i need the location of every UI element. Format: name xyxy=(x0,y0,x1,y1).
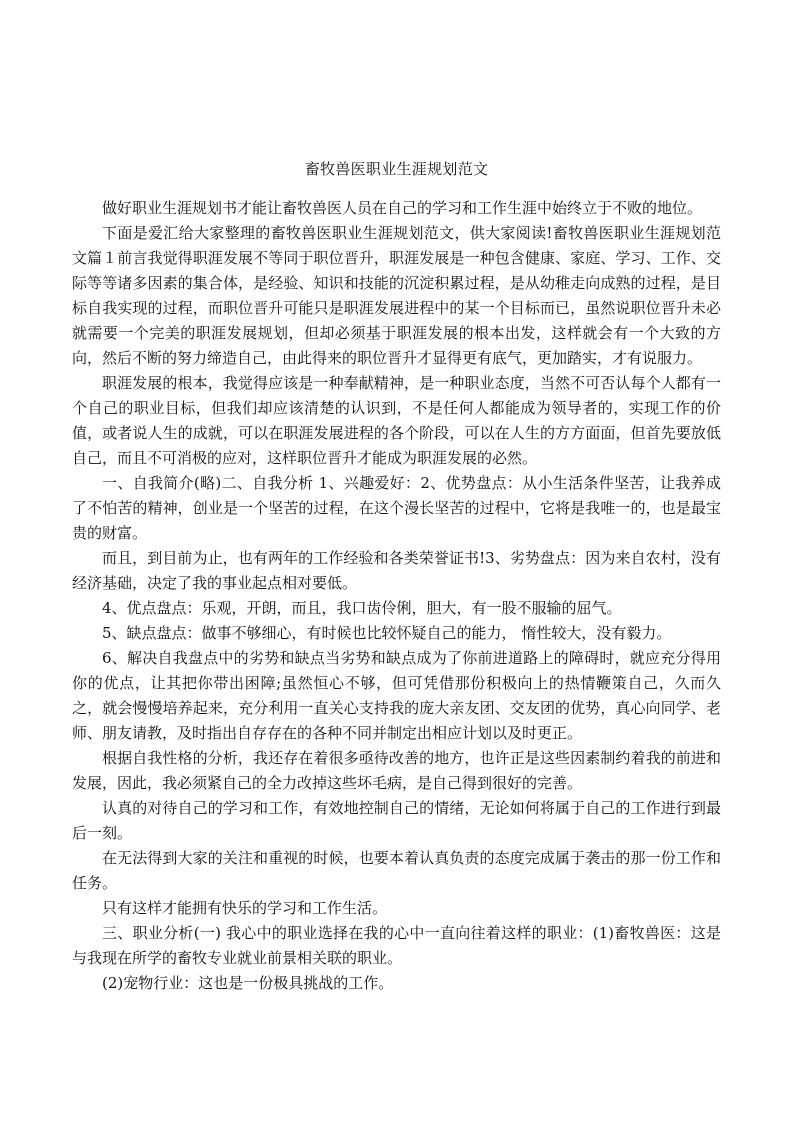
paragraph-preface: 下面是爱汇给大家整理的畜牧兽医职业生涯规划范文，供大家阅读!畜牧兽医职业生涯规划范文篇１前言我觉得职涯发展不等同于职位晋升，职涯发展是一种包含健康、家庭、学习、工作、交际等等诸多因素的集合体，是经验、知识和技能的沉淀积累过程，是从幼稚走向成熟的过程，是目标自我实现的过程，而职位晋升可能只是职涯发展进程中的某一个目标而已，虽然说职位晋升未必就需要一个完美的职涯发展规划，但却必须基于职涯发展的根本出发，这样就会有一个大致的方向，然后不断的努力缔造自己，由此得来的职位晋升才显得更有底气，更加踏实，才有说服力。 xyxy=(72,224,721,367)
paragraph-solutions: 6、解决自我盘点中的劣势和缺点当劣势和缺点成为了你前进道路上的障碍时，就应充分得用你的优点，让其把你带出困障;虽然恒心不够，但可凭借那份积极向上的热情鞭策自己，久而久之，就会慢慢培养起来，充分利用一直关心支持我的庞大亲友团、交友团的优势，真心向同学、老师、朋友请教，及时指出自存存在的各种不同并制定出相应计划以及时更正。 xyxy=(72,649,721,742)
paragraph-career-analysis: 三、职业分析(一) 我心中的职业选择在我的心中一直向往着这样的职业：(1)畜牧兽医：这是与我现在所学的畜牧专业就业前景相关联的职业。 xyxy=(72,924,721,967)
paragraph-intro: 做好职业生涯规划书才能让畜牧兽医人员在自己的学习和工作生涯中始终立于不败的地位。 xyxy=(102,199,703,217)
paragraph-attitude: 认真的对待自己的学习和工作，有效地控制自己的情绪，无论如何将属于自己的工作进行到最后一刻。 xyxy=(72,799,721,842)
paragraph-responsibility: 在无法得到大家的关注和重视的时候，也要本着认真负责的态度完成属于袭击的那一份工作和任务。 xyxy=(72,849,721,892)
paragraph-shortcomings: 5、缺点盘点：做事不够细心，有时候也比较怀疑自己的能力， 惰性较大，没有毅力。 xyxy=(102,624,672,642)
paragraph-pet-industry: (2)宠物行业：这也是一份极具挑战的工作。 xyxy=(102,974,394,992)
paragraph-happiness: 只有这样才能拥有快乐的学习和工作生活。 xyxy=(102,899,388,917)
document-title: 畜牧兽医职业生涯规划范文 xyxy=(304,160,489,178)
paragraph-strengths: 4、优点盘点：乐观，开朗，而且，我口齿伶俐，胆大，有一股不服输的屈气。 xyxy=(102,599,622,617)
paragraph-improvement: 根据自我性格的分析，我还存在着很多亟待改善的地方，也许正是这些因素制约着我的前进和发展，因此，我必须紧自己的全力改掉这些坏毛病，是自己得到很好的完善。 xyxy=(72,749,721,792)
paragraph-weakness: 而且，到目前为止，也有两年的工作经验和各类荣誉证书!3、劣势盘点：因为来自农村，没有经济基础，决定了我的事业起点相对要低。 xyxy=(72,549,721,592)
paragraph-self-analysis: 一、自我简介(略)二、自我分析 1、兴趣爱好：2、优势盘点：从小生活条件坚苦，让我养成了不怕苦的精神，创业是一个坚苦的过程，在这个漫长坚苦的过程中，它将是我唯一的，也是最宝贵的财富。 xyxy=(72,474,721,542)
document-body xyxy=(72,196,721,996)
paragraph-career-root: 职涯发展的根本，我觉得应该是一种奉献精神，是一种职业态度，当然不可否认每个人都有一个自己的职业目标，但我们却应该清楚的认识到，不是任何人都能成为领导者的，实现工作的价值，或者说人生的成就，可以在职涯发展进程的各个阶段，可以在人生的方方面面，但首先要放低自己，而且不可消极的应对，这样职位晋升才能成为职涯发展的必然。 xyxy=(72,374,721,467)
